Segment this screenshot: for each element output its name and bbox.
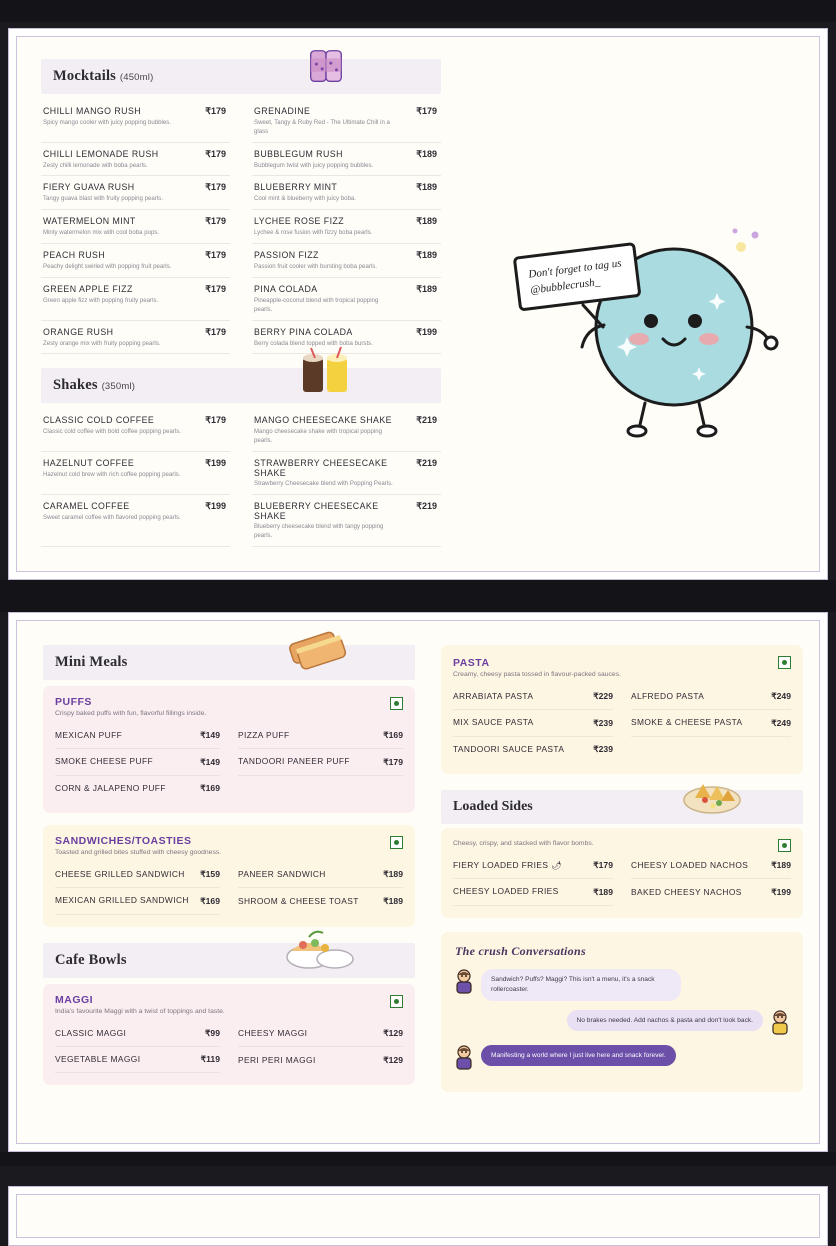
menu-item-desc: Green apple fizz with popping fruity pearls. <box>43 296 159 304</box>
menu-item-name: SMOKE CHEESE PUFF <box>55 756 154 767</box>
menu-item <box>631 879 791 905</box>
menu-item-price: ₹239 <box>593 743 613 754</box>
menu-item-name: PIZZA PUFF <box>238 730 290 740</box>
menu-item-price: ₹219 <box>416 500 437 511</box>
menu-item-desc: Pineapple-coconut blend with tropical popping pearls. <box>254 296 379 313</box>
puffs-list <box>55 723 403 801</box>
menu-item-price: ₹179 <box>205 250 226 261</box>
menu-item <box>55 888 220 914</box>
menu-item-price: ₹179 <box>205 182 226 193</box>
mocktails-volume: (450ml) <box>119 72 154 83</box>
menu-item-price: ₹159 <box>200 869 220 880</box>
pasta-list <box>453 684 791 762</box>
menu-item-desc: Tangy guava blast with fruity popping pearls. <box>43 195 163 203</box>
menu-item-price: ₹189 <box>416 182 437 193</box>
menu-item-price: ₹189 <box>416 148 437 159</box>
menu-item-name: GREEN APPLE FIZZ <box>43 283 133 294</box>
chat-bubble: Manifesting a world where I just live here and snack forever. <box>481 1045 676 1067</box>
menu-item-name: MANGO CHEESECAKE SHAKE <box>254 415 392 426</box>
menu-item <box>55 776 220 801</box>
nachos-icon <box>677 770 747 818</box>
food-left-column <box>43 645 415 1097</box>
menu-item-desc: Mango cheesecake shake with tropical popping pearls. <box>254 428 383 445</box>
loaded-sides-list <box>453 853 791 906</box>
menu-item <box>252 495 441 547</box>
menu-item <box>41 278 230 321</box>
menu-item-name: WATERMELON MINT <box>43 216 136 227</box>
menu-item-price: ₹179 <box>205 216 226 227</box>
sandwiches-list <box>55 862 403 915</box>
puffs-block <box>43 686 415 813</box>
menu-item-price: ₹219 <box>416 415 437 426</box>
menu-item-name: CHILLI LEMONADE RUSH <box>43 148 159 159</box>
menu-item-name: TANDOORI PANEER PUFF <box>238 756 350 767</box>
shakes-header <box>41 368 441 403</box>
menu-item <box>55 1047 220 1073</box>
menu-item-price: ₹189 <box>771 860 791 871</box>
maggi-list <box>55 1021 403 1074</box>
mocktails-title: Mocktails (450ml) <box>53 68 154 84</box>
menu-item-price: ₹129 <box>383 1054 403 1065</box>
chat-bubble: Sandwich? Puffs? Maggi? This isn't a menu, it's a snack rollercoaster. <box>481 969 681 1001</box>
shakes-icon <box>291 342 361 398</box>
menu-item-desc: Passion fruit cooler with bursting boba pearls. <box>254 263 377 271</box>
menu-item <box>55 862 220 888</box>
menu-item <box>252 278 441 321</box>
menu-item-desc: Sweet caramel coffee with flavored popping pearls. <box>43 513 181 521</box>
menu-item-price: ₹149 <box>200 756 220 767</box>
third-card <box>8 1186 828 1246</box>
menu-item-price: ₹179 <box>593 860 613 871</box>
menu-item-desc: Cool mint & blueberry with juicy boba. <box>254 195 356 203</box>
menu-item <box>238 1021 403 1047</box>
menu-item <box>453 684 613 710</box>
menu-item-price: ₹99 <box>204 1027 220 1038</box>
menu-item-desc: Classic cold coffee with bold coffee popping pearls. <box>43 428 181 436</box>
drinks-card-inner <box>16 36 820 572</box>
menu-item-name: PEACH RUSH <box>43 250 106 261</box>
menu-item-price: ₹179 <box>205 148 226 159</box>
sandwiches-title: SANDWICHES/TOASTIES <box>55 835 192 848</box>
menu-item-price: ₹179 <box>205 415 226 426</box>
menu-item <box>252 143 441 177</box>
menu-item <box>631 684 791 710</box>
menu-item <box>238 723 403 749</box>
menu-item <box>252 452 441 495</box>
menu-item <box>252 100 441 143</box>
menu-item-name: MEXICAN GRILLED SANDWICH <box>55 895 189 906</box>
menu-item-desc: Zesty chilli lemonade with boba pearls. <box>43 161 148 169</box>
loaded-sides-block <box>441 828 803 918</box>
chat-bubble: No brakes needed. Add nachos & pasta and don't look back. <box>567 1010 763 1032</box>
menu-item <box>238 749 403 775</box>
card-gap-2 <box>0 1152 836 1166</box>
menu-item <box>41 409 230 452</box>
menu-item-price: ₹179 <box>416 106 437 116</box>
menu-item-name: BLUEBERRY CHEESECAKE SHAKE <box>254 500 379 521</box>
menu-item-desc: Hazelnut cold brew with rich coffee popping pearls. <box>43 471 181 479</box>
menu-item-price: ₹249 <box>771 691 791 702</box>
menu-item-name: ALFREDO PASTA <box>631 691 705 701</box>
menu-item-desc: Strawberry Cheesecake blend with Popping Pearls. <box>254 480 393 488</box>
cafe-bowls-title: Cafe Bowls <box>55 951 127 968</box>
menu-item-desc: Peachy delight swirled with popping fruit pearls. <box>43 263 172 271</box>
menu-item-price: ₹149 <box>200 730 220 741</box>
chat-message <box>453 1045 791 1071</box>
menu-item-price: ₹199 <box>416 326 437 337</box>
menu-item-name: BERRY PINA COLADA <box>254 326 353 337</box>
bubble-mascot <box>499 217 799 447</box>
cans-icon <box>297 45 355 89</box>
menu-item-name: SHROOM & CHEESE TOAST <box>238 895 359 906</box>
sandwiches-sub: Toasted and grilled bites stuffed with cheesy goodness. <box>55 849 222 857</box>
menu-item-name: BUBBLEGUM RUSH <box>254 148 343 159</box>
shakes-list <box>41 409 441 546</box>
menu-item-name: CHEESY LOADED FRIES <box>453 886 559 897</box>
pasta-sub: Creamy, cheesy pasta tossed in flavour-packed sauces. <box>453 671 621 678</box>
menu-item-price: ₹199 <box>771 887 791 898</box>
menu-item-name: CHEESY MAGGI <box>238 1027 308 1038</box>
card-gap <box>0 580 836 612</box>
menu-item-name: BLUEBERRY MINT <box>254 182 338 193</box>
veg-icon <box>390 995 403 1008</box>
menu-item <box>41 244 230 278</box>
tagline-text: Don't forget to tag us <box>527 257 623 281</box>
menu-item-name: HAZELNUT COFFEE <box>43 458 135 469</box>
menu-item-name: CHEESY LOADED NACHOS <box>631 860 749 871</box>
menu-item-price: ₹249 <box>771 717 791 728</box>
menu-item <box>631 853 791 879</box>
menu-item-price: ₹199 <box>205 458 226 469</box>
menu-item-name: CORN & JALAPENO PUFF <box>55 782 166 793</box>
menu-item-name: CLASSIC COLD COFFEE <box>43 415 155 426</box>
menu-item-name: LYCHEE ROSE FIZZ <box>254 216 345 227</box>
menu-item <box>238 1047 403 1073</box>
chat-messages <box>453 969 791 1071</box>
chat-message <box>453 969 791 1001</box>
drinks-card <box>8 28 828 580</box>
menu-item-desc: Berry colada blend topped with boba bursts. <box>254 339 373 347</box>
menu-item <box>252 409 441 452</box>
shakes-title: Shakes (350ml) <box>53 377 136 394</box>
menu-item <box>252 210 441 244</box>
food-right-column <box>441 645 803 1092</box>
maggi-sub: India's favourite Maggi with a twist of toppings and taste. <box>55 1007 225 1015</box>
food-card <box>8 612 828 1152</box>
shakes-volume: (350ml) <box>101 381 136 393</box>
menu-item-name: PINA COLADA <box>254 283 318 294</box>
menu-item-name: TANDOORI SAUCE PASTA <box>453 743 565 754</box>
menu-item <box>55 1021 220 1047</box>
menu-item-price: ₹169 <box>383 730 403 741</box>
menu-item-price: ₹119 <box>200 1054 220 1065</box>
menu-item-name: CHEESE GRILLED SANDWICH <box>55 869 185 880</box>
menu-item-price: ₹189 <box>416 283 437 294</box>
menu-item-desc: Bubblegum twist with juicy popping bubbles. <box>254 161 374 169</box>
maggi-title: MAGGI <box>55 993 94 1006</box>
menu-item <box>238 862 403 888</box>
menu-item-price: ₹179 <box>205 326 226 337</box>
menu-item-price: ₹179 <box>383 756 403 767</box>
menu-item-price: ₹219 <box>416 458 437 469</box>
menu-item-name: FIERY GUAVA RUSH <box>43 182 135 193</box>
food-card-inner <box>16 620 820 1144</box>
maggi-block <box>43 984 415 1086</box>
pasta-block <box>441 645 803 774</box>
menu-item <box>55 723 220 749</box>
sandwiches-block <box>43 825 415 927</box>
menu-item <box>55 749 220 775</box>
menu-item-name: CHILLI MANGO RUSH <box>43 106 142 116</box>
chat-message <box>453 1010 791 1036</box>
menu-item-price: ₹189 <box>593 886 613 897</box>
menu-item-name: ARRABIATA PASTA <box>453 691 534 701</box>
menu-item-price: ₹189 <box>383 869 403 880</box>
menu-item-price: ₹229 <box>593 691 613 702</box>
menu-item-price: ₹179 <box>205 106 226 116</box>
veg-icon <box>778 656 791 669</box>
menu-item-desc: Minty watermelon mix with cool boba pops. <box>43 229 160 237</box>
puffs-title: PUFFS <box>55 696 92 708</box>
menu-item-desc: Lychee & rose fusion with fizzy boba pearls. <box>254 229 373 237</box>
veg-icon <box>390 697 403 710</box>
menu-item-price: ₹189 <box>383 896 403 907</box>
menu-item-price: ₹189 <box>416 216 437 227</box>
menu-item-price: ₹239 <box>593 717 613 728</box>
menu-item <box>41 210 230 244</box>
menu-item-desc: Zesty orange mix with fruity popping pearls. <box>43 339 161 347</box>
menu-item <box>252 244 441 278</box>
menu-item <box>41 100 230 143</box>
drinks-column <box>41 59 441 547</box>
avatar <box>453 1045 475 1071</box>
menu-item-name: PERI PERI MAGGI <box>238 1054 316 1065</box>
third-card-inner <box>16 1194 820 1238</box>
mini-meals-title: Mini Meals <box>55 654 128 670</box>
puffs-sub: Crispy baked puffs with fun, flavorful fillings inside. <box>55 710 207 717</box>
veg-icon <box>778 839 791 852</box>
crush-conversations <box>441 932 803 1092</box>
sandwich-icon <box>283 623 349 675</box>
menu-item-name: SMOKE & CHEESE PASTA <box>631 717 743 728</box>
menu-item-name: ORANGE RUSH <box>43 326 114 337</box>
menu-item <box>238 888 403 914</box>
menu-item-name: PANEER SANDWICH <box>238 869 326 880</box>
menu-item-price: ₹129 <box>383 1027 403 1038</box>
mini-meals-header <box>43 645 415 680</box>
menu-item-price: ₹179 <box>205 283 226 294</box>
menu-item-name: STRAWBERRY CHEESECAKE SHAKE <box>254 458 388 479</box>
top-bar <box>0 0 836 22</box>
loaded-sides-title: Loaded Sides <box>453 799 533 815</box>
menu-item <box>453 737 613 762</box>
menu-item-desc: Spicy mango cooler with juicy popping bubbles. <box>43 119 172 126</box>
menu-item <box>41 452 230 495</box>
menu-item-name: GRENADINE <box>254 106 311 116</box>
loaded-sides-header <box>441 790 803 824</box>
menu-item-price: ₹199 <box>205 500 226 511</box>
mocktails-header <box>41 59 441 94</box>
menu-item <box>453 710 613 736</box>
menu-item-name: FIERY LOADED FRIES 🌶 <box>453 860 563 871</box>
veg-icon <box>390 836 403 849</box>
menu-item-desc: Blueberry cheesecake blend with tangy popping pearls. <box>254 522 384 539</box>
mocktails-list <box>41 100 441 354</box>
menu-item-price: ₹189 <box>416 250 437 261</box>
menu-item-name: BAKED CHEESY NACHOS <box>631 886 742 897</box>
menu-item <box>41 321 230 355</box>
menu-item <box>453 853 613 879</box>
avatar <box>453 969 475 995</box>
cafe-bowls-header <box>43 943 415 978</box>
bowls-icon <box>281 917 357 973</box>
menu-item-name: PASSION FIZZ <box>254 250 319 261</box>
menu-item <box>252 176 441 210</box>
menu-item <box>631 710 791 736</box>
loaded-sides-sub: Cheesy, crispy, and stacked with flavor bombs. <box>453 840 594 848</box>
menu-item-name: CLASSIC MAGGI <box>55 1027 127 1038</box>
menu-item-name: MEXICAN PUFF <box>55 730 123 740</box>
menu-item-name: VEGETABLE MAGGI <box>55 1054 141 1065</box>
menu-item-name: MIX SAUCE PASTA <box>453 717 534 728</box>
menu-item-desc: Sweet, Tangy & Ruby Red - The Ultimate Chill in a glass <box>254 119 390 135</box>
menu-item <box>41 143 230 177</box>
chat-title: The crush Conversations <box>455 943 586 958</box>
pasta-title: PASTA <box>453 657 490 669</box>
menu-item <box>41 176 230 210</box>
avatar <box>769 1010 791 1036</box>
menu-item-price: ₹169 <box>200 895 220 906</box>
menu-item-price: ₹169 <box>200 782 220 793</box>
handle-text: @bubblecrush_ <box>529 276 601 297</box>
menu-item <box>41 495 230 547</box>
menu-item <box>453 879 613 905</box>
menu-item-name: CARAMEL COFFEE <box>43 500 130 511</box>
